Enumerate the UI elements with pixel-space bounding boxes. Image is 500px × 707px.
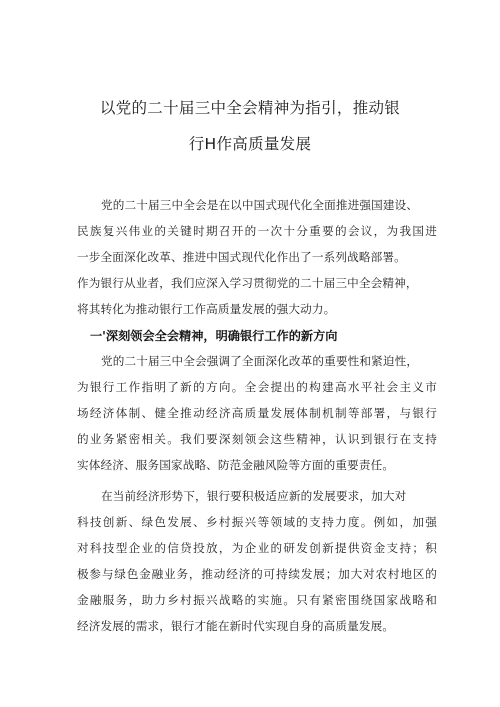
paragraph-3-line-3: 对科技型企业的信贷投放，为企业的研发创新提供资金支持；积 bbox=[77, 541, 437, 555]
paragraph-1-line-3: 一步全面深化改革、推进中国式现代化作出了一系列战略部署。 bbox=[77, 250, 406, 264]
paragraph-3-line-4: 极参与绿色金融业务，推动经济的可持续发展；加大对农村地区的 bbox=[77, 567, 437, 581]
paragraph-3-line-5: 金融服务，助力乡村振兴战略的实施。只有紧密围绕国家战略和 bbox=[77, 593, 437, 607]
paragraph-1-line-4: 作为银行从业者，我们应深入学习贯彻党的二十届三中全会精神， bbox=[77, 276, 418, 290]
document-title-line-1: 以党的二十届三中全会精神为指引，推动银 bbox=[99, 99, 401, 117]
paragraph-3-line-2: 科技创新、绿色发展、乡村振兴等领域的支持力度。例如，加强 bbox=[77, 515, 437, 529]
paragraph-2-line-4: 的业务紧密相关。我们要深刻领会这些精神，认识到银行在支持 bbox=[77, 432, 437, 446]
paragraph-2-line-1: 党的二十届三中全会强调了全面深化改革的重要性和紧迫性， bbox=[101, 354, 419, 368]
paragraph-2-line-3: 场经济体制、健全推动经济高质量发展体制机制等部署，与银行 bbox=[77, 406, 437, 420]
paragraph-2-line-2: 为银行工作指明了新的方向。全会提出的构建高水平社会主义市 bbox=[77, 380, 437, 394]
document-title-line-2: 行H作高质量发展 bbox=[188, 135, 312, 153]
section-1-heading: 一'深刻领会全会精神，明确银行工作的新方向 bbox=[90, 329, 338, 343]
paragraph-3-line-6: 经济发展的需求，银行才能在新时代实现自身的高质量发展。 bbox=[77, 619, 395, 633]
paragraph-1-line-2: 民族复兴伟业的关键时期召开的一次十分重要的会议，为我国进 bbox=[77, 224, 437, 238]
paragraph-3-line-1: 在当前经济形势下，银行要积极适应新的发展要求，加大对 bbox=[101, 489, 407, 503]
paragraph-2-line-5: 实体经济、服务国家战略、防范金融风险等方面的重要责任。 bbox=[77, 458, 395, 472]
paragraph-1-line-5: 将其转化为推动银行工作高质量发展的强大动力。 bbox=[77, 302, 336, 316]
paragraph-1-line-1: 党的二十届三中全会是在以中国式现代化全面推进强国建设、 bbox=[101, 198, 419, 212]
